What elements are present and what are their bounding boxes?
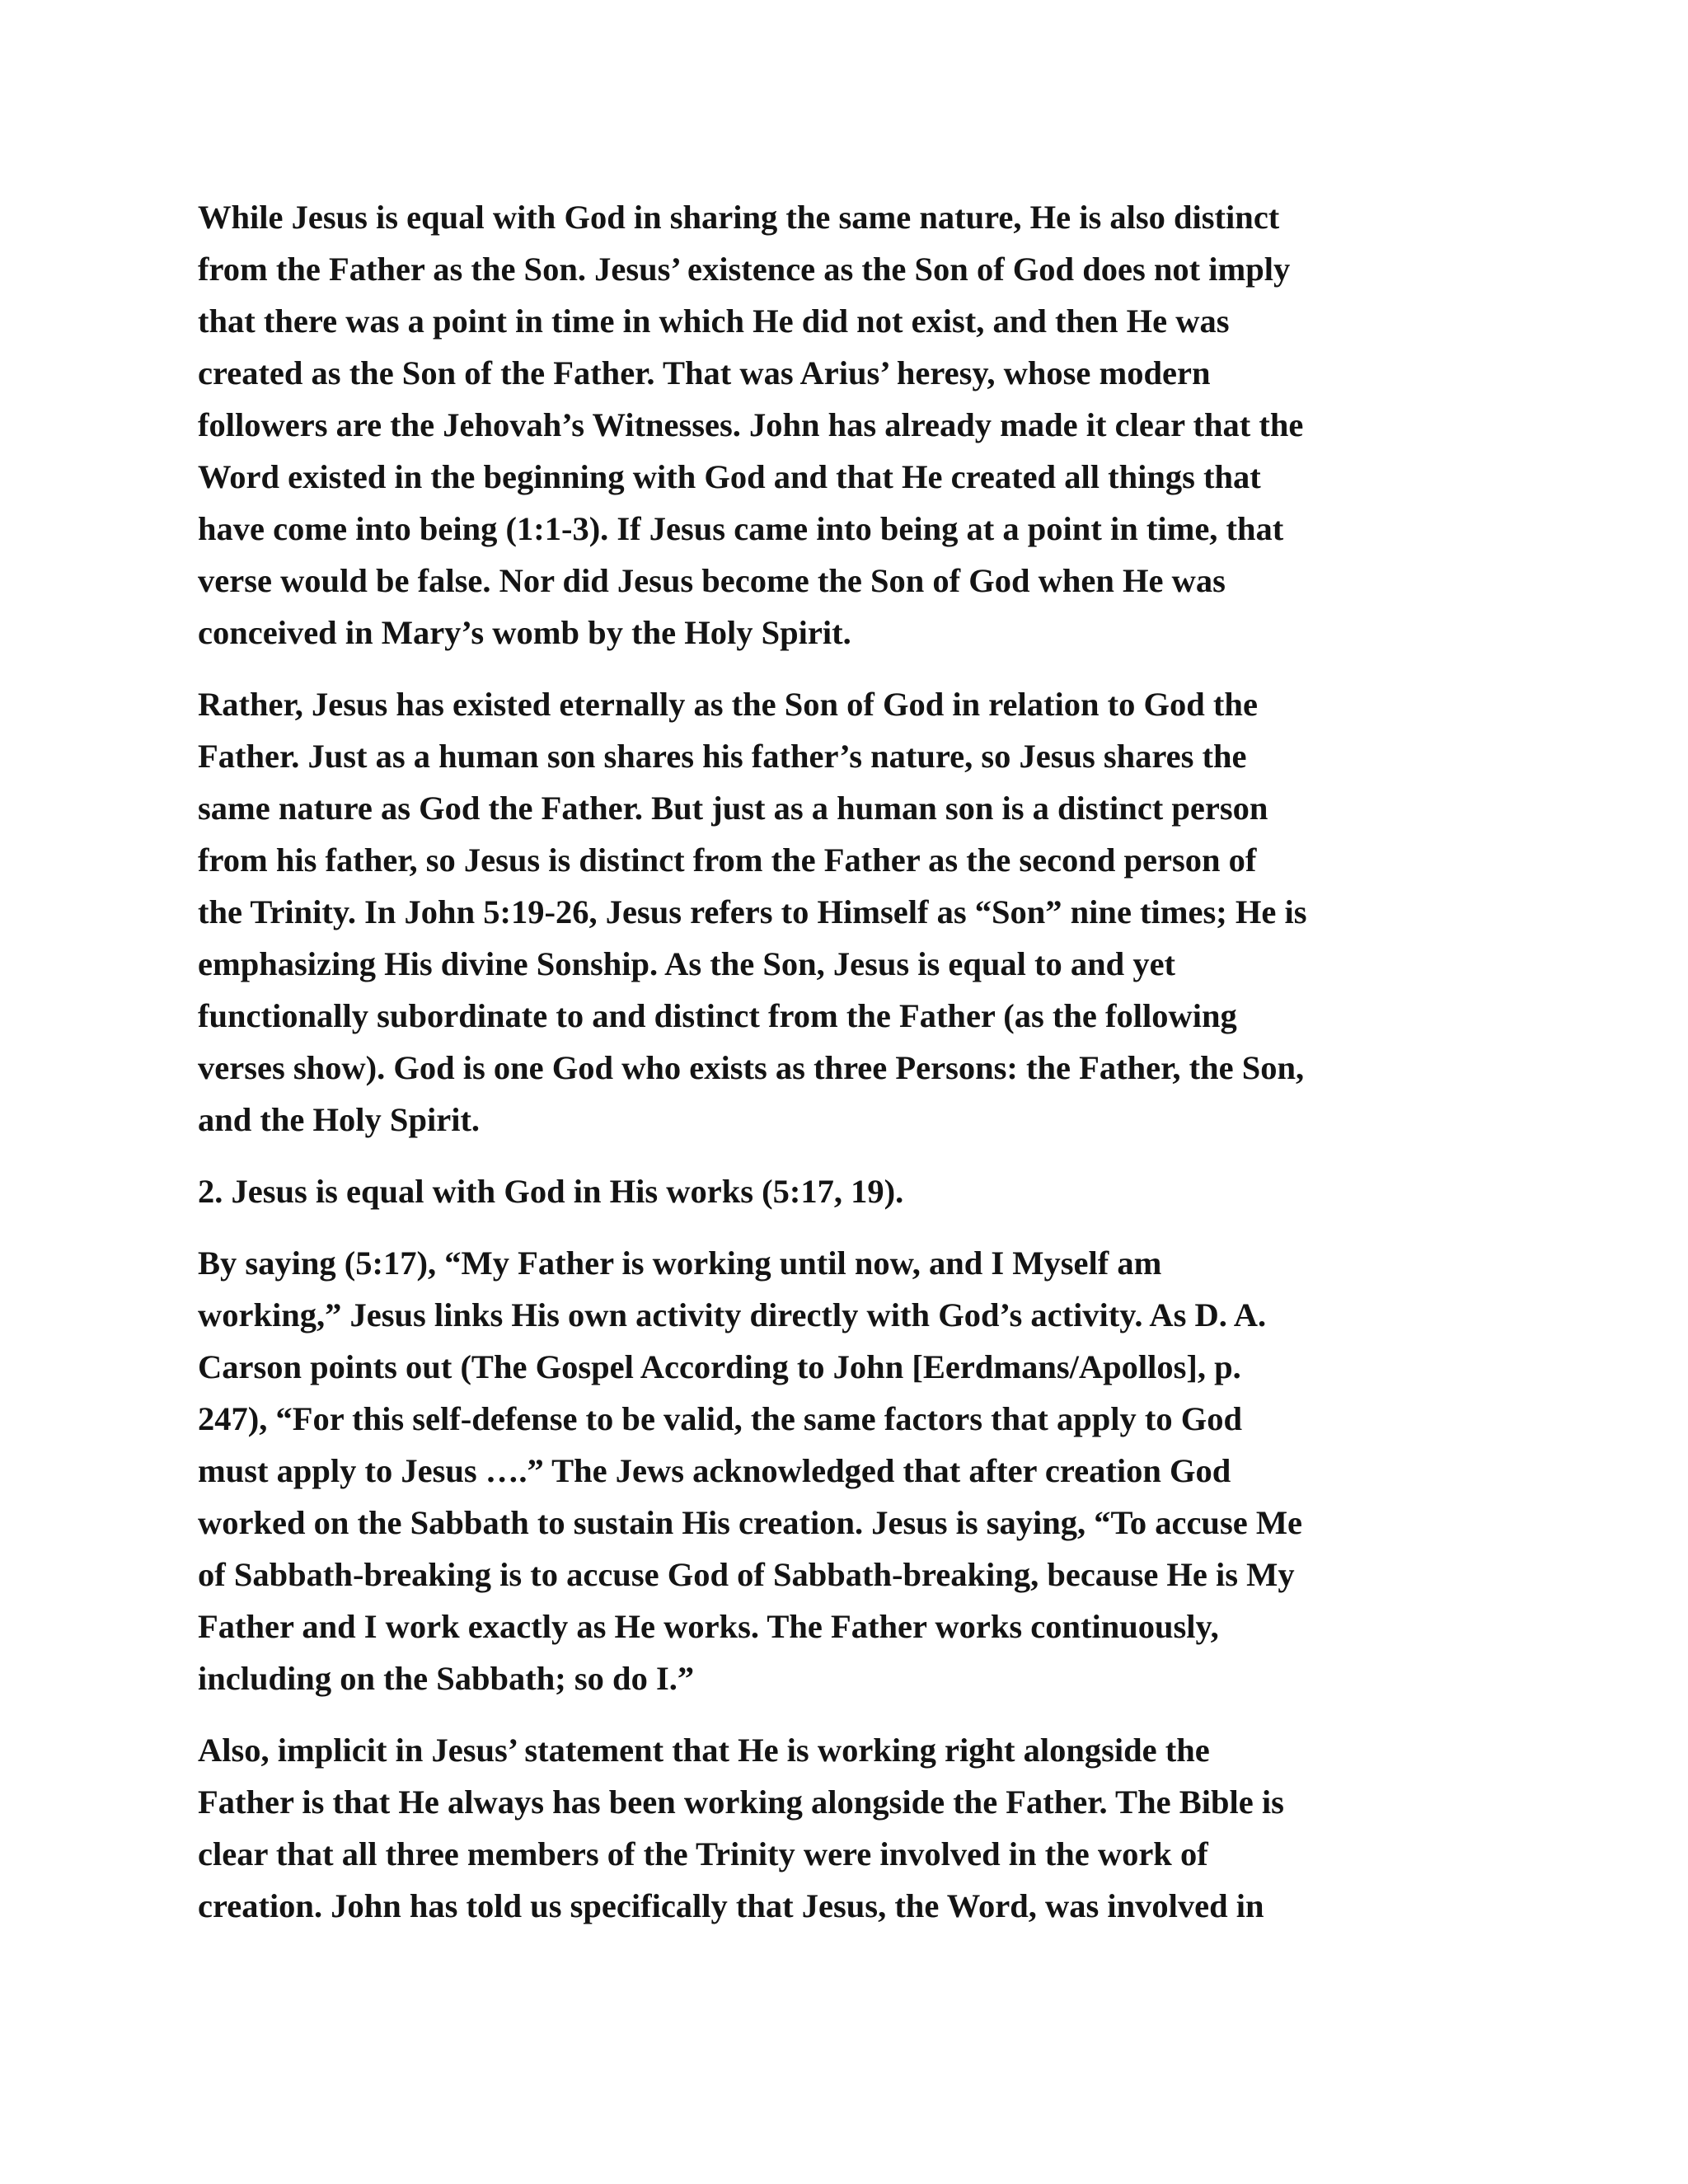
heading-line: 2. Jesus is equal with God in His works (5:17, 19). (198, 1173, 904, 1210)
text-line: Carson points out (The Gospel According to John [Eerdmans/Apollos], p. (198, 1348, 1241, 1385)
text-line: Father is that He always has been working alongside the Father. The Bible is (198, 1783, 1284, 1821)
text-line: from his father, so Jesus is distinct from the Father as the second person of (198, 841, 1257, 879)
text-line: While Jesus is equal with God in sharing the same nature, He is also distinct (198, 199, 1280, 236)
text-line: worked on the Sabbath to sustain His creation. Jesus is saying, “To accuse Me (198, 1504, 1303, 1541)
text-line: By saying (5:17), “My Father is working until now, and I Myself am (198, 1244, 1162, 1282)
text-line: Also, implicit in Jesus’ statement that He is working right alongside the (198, 1732, 1210, 1769)
text-line: same nature as God the Father. But just as a human son is a distinct person (198, 790, 1268, 827)
section-heading-point-2 (198, 1165, 1492, 1217)
text-line: followers are the Jehovah’s Witnesses. John has already made it clear that the (198, 406, 1304, 443)
text-line: creation. John has told us specifically that Jesus, the Word, was involved in (198, 1887, 1264, 1924)
text-line: that there was a point in time in which He did not exist, and then He was (198, 302, 1230, 340)
text-line: working,” Jesus links His own activity directly with God’s activity. As D. A. (198, 1296, 1267, 1333)
text-line: of Sabbath-breaking is to accuse God of Sabbath-breaking, because He is My (198, 1556, 1295, 1593)
text-line: must apply to Jesus ….” The Jews acknowledged that after creation God (198, 1452, 1231, 1489)
paragraph-eternal-sonship (198, 678, 1492, 1146)
text-line: and the Holy Spirit. (198, 1101, 481, 1138)
text-line: created as the Son of the Father. That was Arius’ heresy, whose modern (198, 354, 1211, 391)
text-line: the Trinity. In John 5:19-26, Jesus refers to Himself as “Son” nine times; He is (198, 893, 1307, 930)
text-line: 247), “For this self-defense to be valid, the same factors that apply to God (198, 1400, 1243, 1437)
paragraph-jesus-distinct-from-father (198, 191, 1492, 658)
text-line: including on the Sabbath; so do I.” (198, 1660, 695, 1697)
text-line: clear that all three members of the Trinity were involved in the work of (198, 1835, 1208, 1872)
text-line: Rather, Jesus has existed eternally as the Son of God in relation to God the (198, 686, 1258, 723)
paragraph-working-alongside (198, 1724, 1492, 1932)
text-line: have come into being (1:1-3). If Jesus came into being at a point in time, that (198, 510, 1284, 547)
text-line: conceived in Mary’s womb by the Holy Spirit. (198, 614, 851, 651)
text-line: from the Father as the Son. Jesus’ existence as the Son of God does not imply (198, 251, 1291, 288)
document-body (198, 191, 1492, 1952)
text-line: verse would be false. Nor did Jesus become the Son of God when He was (198, 562, 1226, 599)
text-line: Word existed in the beginning with God and that He created all things that (198, 458, 1261, 495)
text-line: verses show). God is one God who exists as three Persons: the Father, the Son, (198, 1049, 1305, 1086)
text-line: Father. Just as a human son shares his father’s nature, so Jesus shares the (198, 738, 1247, 775)
text-line: functionally subordinate to and distinct from the Father (as the following (198, 997, 1237, 1034)
paragraph-father-working (198, 1237, 1492, 1704)
text-line: emphasizing His divine Sonship. As the Son, Jesus is equal to and yet (198, 945, 1176, 982)
text-line: Father and I work exactly as He works. The Father works continuously, (198, 1608, 1219, 1645)
